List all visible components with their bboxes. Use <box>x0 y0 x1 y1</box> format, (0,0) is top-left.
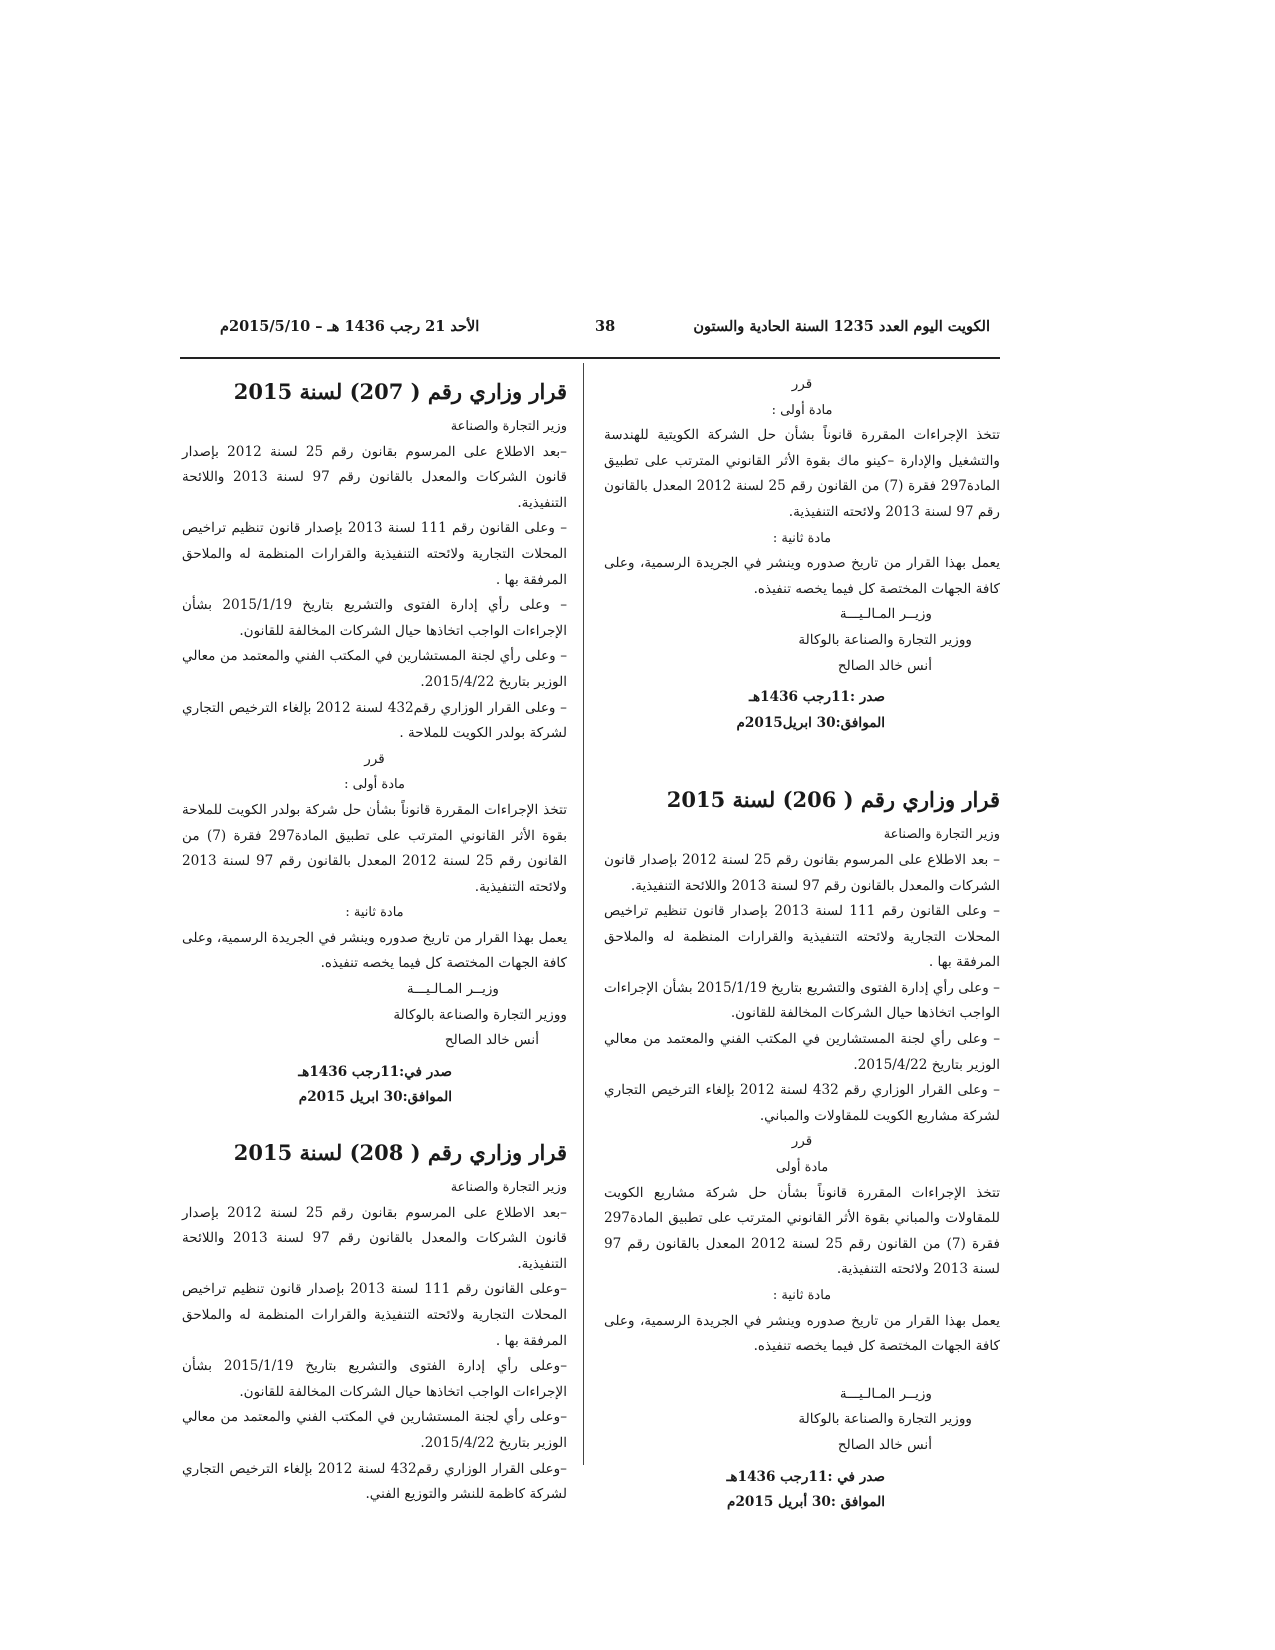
decree-208-recital: –وعلى رأي إدارة الفتوى والتشريع بتاريخ 2015/1/19 بشأن الإجراءات الواجب اتخاذها حيال الشركات المخالفة للقانون. <box>182 1358 567 1400</box>
left-column <box>182 372 567 1508</box>
issued-date-gregorian: الموافق:30 ابريل2015م <box>736 714 885 731</box>
decree-206-recital: – بعد الاطلاع على المرسوم بقانون رقم 25 لسنة 2012 بإصدار قانون الشركات والمعدل بالقانون رقم 97 لسنة 2013 واللائحة التنفيذية. <box>604 851 1000 894</box>
decree-207-title: قرار وزاري رقم ( 207) لسنة 2015 <box>233 379 567 404</box>
page-header <box>220 318 990 346</box>
decree-207-issued-hijri: صدر في:11رجب 1436هـ <box>298 1063 452 1080</box>
signature-name: أنس خالد الصالح <box>837 657 932 674</box>
decree-206-recital: – وعلى رأي لجنة المستشارين في المكتب الفني والمعتمد من معالي الوزير بتاريخ 2015/4/22. <box>604 1031 1000 1073</box>
decree-206-article-2-text: يعمل بهذا القرار من تاريخ صدوره وينشر في الجريدة الرسمية، وعلى كافة الجهات المختصة كل فيما يخصه تنفيذه. <box>604 1312 1000 1355</box>
decree-206-title: قرار وزاري رقم ( 206) لسنة 2015 <box>666 787 1000 813</box>
decree-207-decided: قرر <box>364 750 385 767</box>
issued-date-hijri: صدر :11رجب 1436هـ <box>749 689 885 706</box>
header-divider <box>180 357 1000 359</box>
signature-role: ووزير التجارة والصناعة بالوكالة <box>798 631 972 648</box>
decree-206-minister: وزير التجارة والصناعة <box>883 827 1000 843</box>
decree-208-title: قرار وزاري رقم ( 208) لسنة 2015 <box>233 1140 567 1166</box>
article-1-text: تتخذ الإجراءات المقررة قانوناً بشأن حل الشركة الكويتية للهندسة والتشغيل والإدارة –كينو ماك بقوة الأثر القانوني المترتب على تطبيق المادة297 فقرة (7) من القانون رقم 25 لسنة 2012 المعدل بالقانون رقم 97 لسنة 2013 ولائحته التنفيذية. <box>604 427 1000 520</box>
article-2-heading: مادة ثانية : <box>772 530 832 546</box>
decree-206-signature-title: وزيــر المـالـيـــة <box>839 1385 932 1402</box>
decree-207-article-2-text: يعمل بهذا القرار من تاريخ صدوره وينشر في الجريدة الرسمية، وعلى كافة الجهات المختصة كل فيما يخصه تنفيذه. <box>182 929 567 972</box>
decree-207-article-1-heading: مادة أولى : <box>344 777 405 793</box>
decree-206-article-1-heading: مادة أولى <box>775 1160 829 1176</box>
decided-heading: قرر <box>791 376 813 392</box>
decree-206-signature-name: أنس خالد الصالح <box>837 1436 932 1453</box>
article-1-heading: مادة أولى : <box>771 402 833 418</box>
decree-206-issued-gregorian: الموافق :30 أبريل 2015م <box>727 1494 885 1511</box>
decree-207-minister: وزير التجارة والصناعة <box>450 419 567 434</box>
article-2-text: يعمل بهذا القرار من تاريخ صدوره وينشر في الجريدة الرسمية، وعلى كافة الجهات المختصة كل فيما يخصه تنفيذه. <box>604 555 1000 597</box>
decree-208-recital: –وعلى القانون رقم 111 لسنة 2013 بإصدار قانون تنظيم تراخيص المحلات التجارية ولائحته التنفيذية والقرارات المنظمة له والملاحق المرفقة بها . <box>182 1281 567 1349</box>
signature-title: وزيــر المـالـيـــة <box>839 606 932 623</box>
decree-207-recital: – وعلى القانون رقم 111 لسنة 2013 بإصدار قانون تنظيم تراخيص المحلات التجارية ولائحته التنفيذية والقرارات المنظمة له والملاحق المرفقة بها . <box>182 520 567 588</box>
decree-207-recital: – وعلى رأي إدارة الفتوى والتشريع بتاريخ 2015/1/19 بشأن الإجراءات الواجب اتخاذها حيال الشركات المخالفة للقانون. <box>182 597 567 639</box>
decree-207-article-1-text: تتخذ الإجراءات المقررة قانوناً بشأن حل شركة بولدر الكويت للملاحة بقوة الأثر القانوني المترتب على تطبيق المادة297 فقرة (7) من القانون رقم 25 لسنة 2012 المعدل بالقانون رقم 97 لسنة 2013 ولائحته التنفيذية. <box>182 801 567 895</box>
page-number: 38 <box>595 318 616 335</box>
decree-206-article-2-heading: مادة ثانية : <box>772 1288 832 1303</box>
decree-206-recital: – وعلى القانون رقم 111 لسنة 2013 بإصدار قانون تنظيم تراخيص المحلات التجارية ولائحته التنفيذية والقرارات المنظمة له والملاحق المرفقة بها . <box>604 903 1000 971</box>
decree-207-issued-gregorian: الموافق:30 ابريل 2015م <box>298 1089 452 1106</box>
column-divider <box>583 363 584 1465</box>
decree-208-minister: وزير التجارة والصناعة <box>450 1180 567 1196</box>
decree-208-recital: –وعلى القرار الوزاري رقم432 لسنة 2012 بإلغاء الترخيص التجاري لشركة كاظمة للنشر والتوزيع الفني. <box>182 1460 567 1503</box>
decree-206-recital: – وعلى رأي إدارة الفتوى والتشريع بتاريخ 2015/1/19 بشأن الإجراءات الواجب اتخاذها حيال الشركات المخالفة للقانون. <box>604 979 1000 1022</box>
decree-207-signature-title: وزيــر المـالـيـــة <box>406 981 499 998</box>
gazette-issue-info: الكويت اليوم العدد 1235 السنة الحادية والستون <box>693 318 990 335</box>
decree-207-recital: – وعلى القرار الوزاري رقم432 لسنة 2012 بإلغاء الترخيص التجاري لشركة بولدر الكويت للملاحة . <box>182 699 567 742</box>
decree-206-decided: قرر <box>791 1133 813 1150</box>
decree-207-recital: – وعلى رأي لجنة المستشارين في المكتب الفني والمعتمد من معالي الوزير بتاريخ 2015/4/22. <box>182 648 567 690</box>
decree-206-recital: – وعلى القرار الوزاري رقم 432 لسنة 2012 بإلغاء الترخيص التجاري لشركة مشاريع الكويت للمقاولات والمباني. <box>604 1082 1000 1124</box>
issue-date: الأحد 21 رجب 1436 هـ – 2015/5/10م <box>220 318 480 335</box>
decree-208-recital: –وعلى رأي لجنة المستشارين في المكتب الفني والمعتمد من معالي الوزير بتاريخ 2015/4/22. <box>182 1409 567 1451</box>
right-column <box>604 372 1000 1516</box>
decree-208-recital: –بعد الاطلاع على المرسوم بقانون رقم 25 لسنة 2012 بإصدار قانون الشركات والمعدل بالقانون رقم 97 لسنة 2013 واللائحة التنفيذية. <box>182 1204 568 1272</box>
decree-206-article-1-text: تتخذ الإجراءات المقررة قانوناً بشأن حل شركة مشاريع الكويت للمقاولات والمباني بقوة الأثر القانوني المترتب على تطبيق المادة297 فقرة (7) من القانون رقم 25 لسنة 2012 المعدل بالقانون رقم 97 لسنة 2013 ولائحته التنفيذية. <box>604 1184 1000 1278</box>
decree-206-signature-role: ووزير التجارة والصناعة بالوكالة <box>798 1411 972 1428</box>
decree-206-issued-hijri: صدر في :11رجب 1436هـ <box>726 1468 885 1485</box>
decree-207-article-2-heading: مادة ثانية : <box>345 905 404 921</box>
decree-207-recital: –بعد الاطلاع على المرسوم بقانون رقم 25 لسنة 2012 بإصدار قانون الشركات والمعدل بالقانون رقم 97 لسنة 2013 واللائحة التنفيذية. <box>182 443 568 511</box>
decree-207-signature-name: أنس خالد الصالح <box>444 1032 539 1049</box>
decree-207-signature-role: ووزير التجارة والصناعة بالوكالة <box>393 1006 567 1023</box>
